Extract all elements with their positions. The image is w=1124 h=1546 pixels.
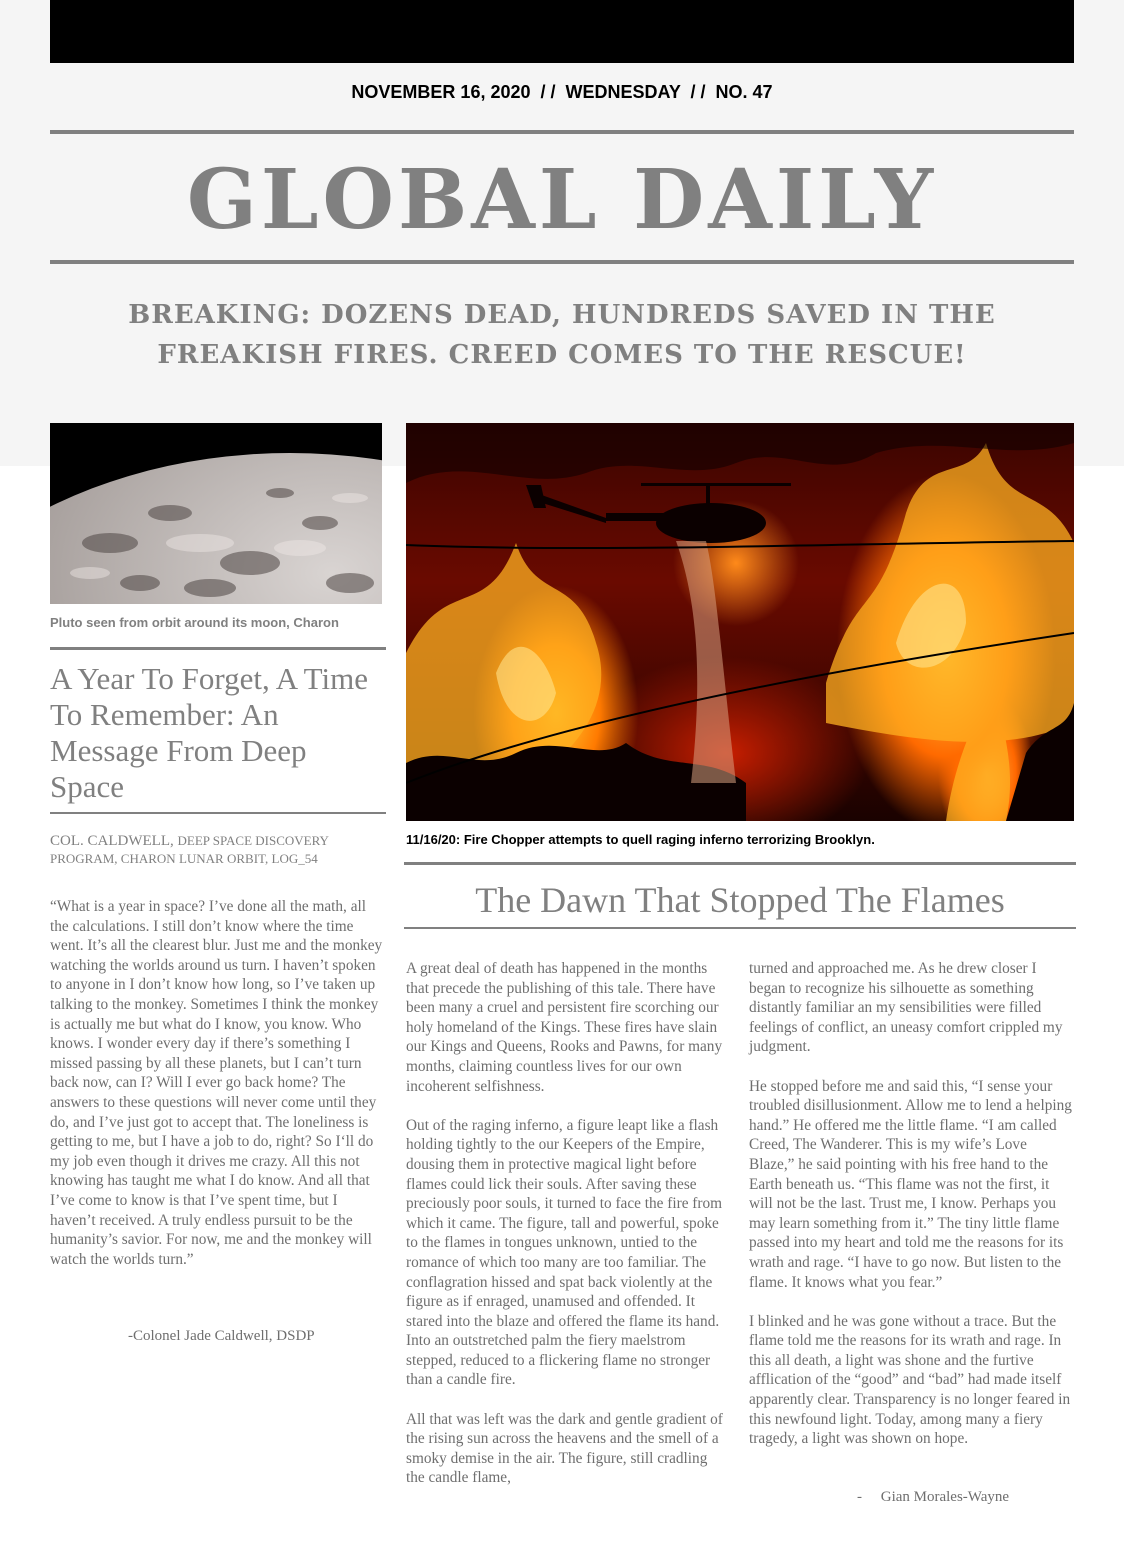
breaking-line-1: BREAKING: DOZENS DEAD, HUNDREDS SAVED IN THE — [128, 300, 996, 330]
fire-helicopter-photo — [406, 423, 1074, 821]
main-article-headline: The Dawn That Stopped The Flames — [475, 880, 1005, 920]
byline-detail: DEEP SPACE DISCOVERY PROGRAM, CHARON LUNAR ORBIT, LOG_54 — [50, 833, 329, 866]
left-headline-bottom-rule — [50, 812, 386, 814]
pluto-icon — [50, 423, 382, 604]
main-col2-paragraph-2: He stopped before me and said this, “I sense your troubled disillusionment. Allow me to lend a helping hand.” He offered me the little flame. “I am called Creed, The Wanderer. This is my wife’s Love Blaze,” he said pointing with his free hand to the Earth beneath us. “This flame was not the first, it will not be the last. Trust me, I know. Perhaps you may learn something from it.” The tiny little flame passed into my heart and told me the reasons for its wrath and rage. “I have to go now. But listen to the flame. It knows what you fear.” — [749, 1077, 1072, 1291]
left-article-body — [50, 897, 386, 1289]
pluto-photo — [50, 423, 382, 604]
main-headline-bottom-rule — [404, 927, 1076, 929]
pluto-photo-caption: Pluto seen from orbit around its moon, Charon — [50, 615, 339, 630]
fire-photo-caption: 11/16/20: Fire Chopper attempts to quell raging inferno terrorizing Brooklyn. — [406, 832, 875, 847]
masthead-bottom-rule — [50, 260, 1074, 264]
breaking-headline — [70, 295, 1054, 375]
left-article-signature: -Colonel Jade Caldwell, DSDP — [128, 1328, 315, 1344]
left-headline-top-rule — [50, 647, 386, 650]
main-col1-paragraph-1: A great deal of death has happened in the months that precede the publishing of this tale. There have been many a cruel and persistent fire scorching our holy homeland of the Kings. These fires have slain our Kings and Queens, Rooks and Pawns, for many months, claiming countless lives for our own incoherent selfishness. — [406, 960, 723, 1095]
masthead-top-rule — [50, 130, 1074, 134]
main-article-signature: - Gian Morales-Wayne — [857, 1489, 1010, 1505]
fire-helicopter-icon — [406, 423, 1074, 821]
main-article-column-1 — [406, 959, 726, 1508]
main-headline-top-rule — [404, 862, 1076, 865]
main-article-column-2 — [749, 959, 1075, 1468]
dateline: NOVEMBER 16, 2020 / / WEDNESDAY / / NO. 47 — [351, 82, 773, 102]
left-article-byline — [50, 832, 386, 868]
main-col2-paragraph-1: turned and approached me. As he drew closer I began to recognize his silhouette as something distantly familiar an my sensibilities were filled feelings of conflict, an uneasy comfort crippled my judgment. — [749, 960, 1063, 1056]
masthead-title: GLOBAL DAILY — [186, 152, 938, 248]
left-article-paragraph: “What is a year in space? I’ve done all the math, all the calculations. I still don’t know where the time went. It’s all the clearest blur. Just me and the monkey watching the worlds around us turn. I haven’t spoken to anyone in I don’t know how long, so I’ve taken up talking to the monkey. Sometimes I think the monkey is actually me but what do I know, you know. Who knows. I wonder every day if there’s something I missed passing by all these planets, but I can’t turn back now, can I? Will I ever go back home? The answers to these questions will never come until they do, and I’ve just got to accept that. The loneliness is getting to me, but I have a job to do, right? So I‘ll do my job even though it drives me crazy. All this not knowing has taught me what I do know. And all that I’ve come to know is that I’ve spent time, but I haven’t received. A truly endless pursuit to be the humanity’s savior. For now, me and the monkey will watch the worlds turn.” — [50, 898, 383, 1268]
main-col1-paragraph-2: Out of the raging inferno, a figure leapt like a flash holding tightly to the our Keepers of the Empire, dousing them in protective magical light before flames could lick their souls. After saving these preciously poor souls, it turned to face the fire from which it came. The figure, tall and powerful, spoke to the flames in tongues unknown, untied to the romance of which too many are too familiar. The conflagration hissed and spat back violently at the figure as if enraged, unamused and offended. It stared into the blaze and offered the flame its hand. Into an outstretched palm the fiery maelstrom stepped, reduced to a flickering flame no stronger than a candle fire. — [406, 1116, 723, 1389]
breaking-line-2: FREAKISH FIRES. CREED COMES TO THE RESCUE! — [157, 340, 967, 370]
left-article-headline: A Year To Forget, A Time To Remember: An Message From Deep Space — [50, 661, 368, 804]
main-col2-paragraph-3: I blinked and he was gone without a trace. But the flame told me the reasons for its wrath and rage. In this all death, a light was shone and the furtive afflication of the “good” and “bad” had made itself apparently clear. Transparency is no longer feared in this newfound light. Today, among many a fiery tragedy, a light was shown on hope. — [749, 1312, 1071, 1448]
top-black-bar — [50, 0, 1074, 63]
main-col1-paragraph-3: All that was left was the dark and gentle gradient of the rising sun across the heavens and the smell of a smoky demise in the air. The figure, still cradling the candle flame, — [406, 1410, 723, 1487]
byline-name: COL. CALDWELL, — [50, 833, 174, 849]
